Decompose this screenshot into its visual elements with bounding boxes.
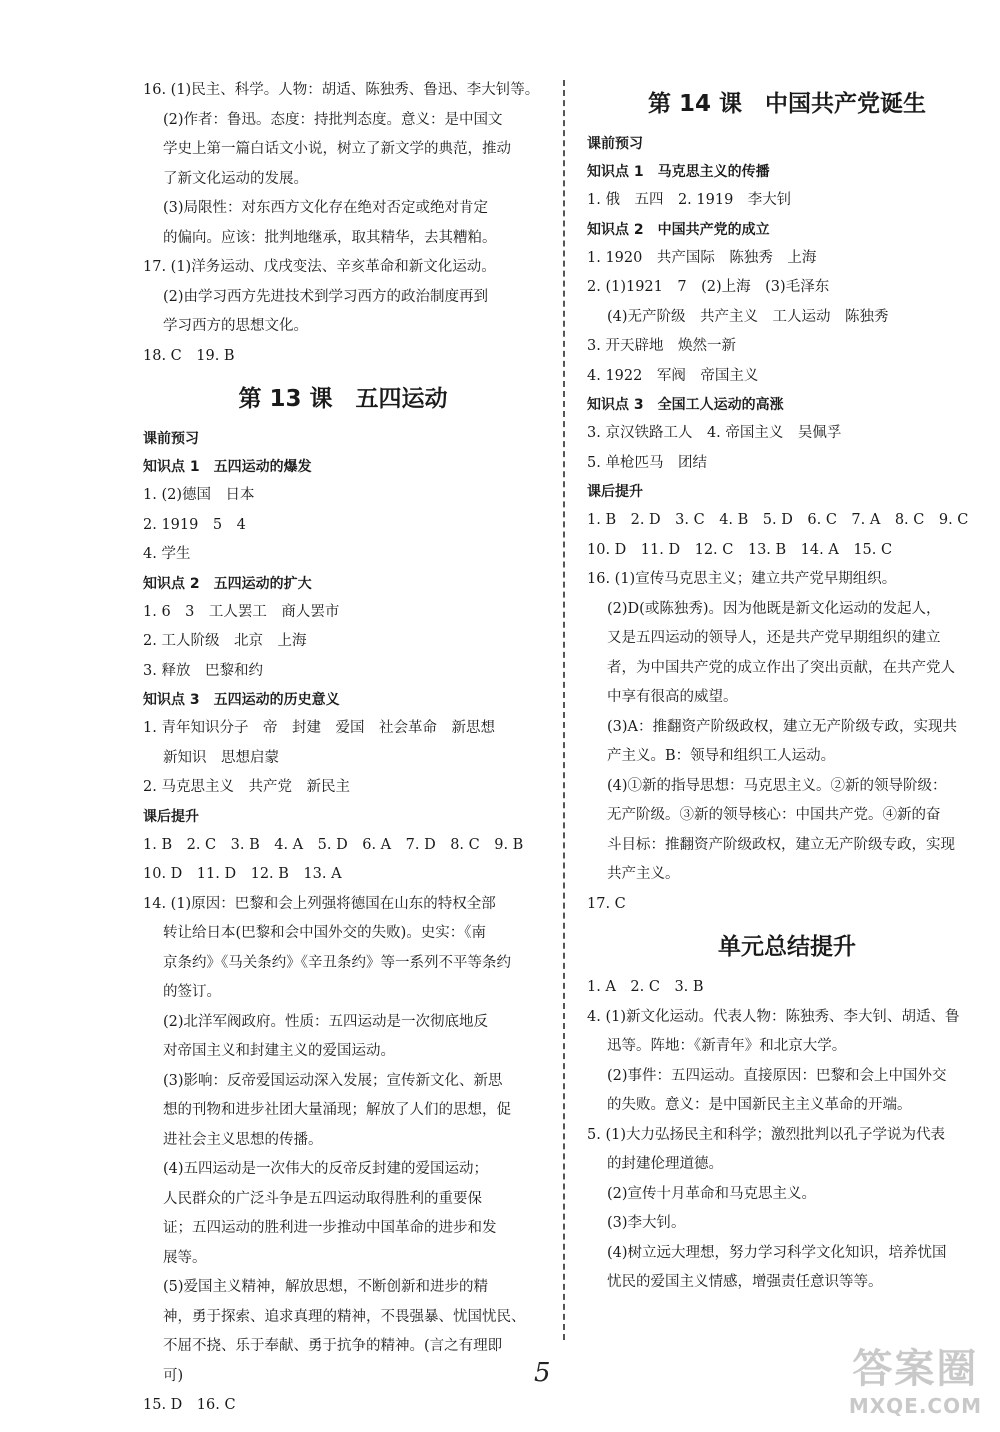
answer-line: 1. A 2. C 3. B [587,979,704,995]
answer-line: 展等。 [163,1249,207,1266]
lesson-title: 第 13 课 五四运动 [238,386,448,412]
answer-line: (3)A：推翻资产阶级政权，建立无产阶级专政，实现共 [607,718,958,735]
lesson-title: 第 14 课 中国共产党诞生 [647,91,927,117]
answer-line: 共产主义。 [607,866,680,882]
left-column [143,76,543,1421]
answer-line: (2)作者：鲁迅。态度：持批判态度。意义：是中国文 [163,111,503,128]
answer-line: 中享有很高的威望。 [607,689,738,705]
answer-line: 4. 学生 [143,546,191,562]
answer-line: 京条约》《马关条约》《辛丑条约》等一系列不平等条约 [163,954,511,971]
answer-line: 5. 单枪匹马 团结 [587,454,707,471]
knowledge-point-heading: 知识点 1 马克思主义的传播 [587,164,770,180]
answer-line: (2)事件：五四运动。直接原因：巴黎和会上中国外交 [607,1067,947,1084]
knowledge-point-heading: 知识点 2 中国共产党的成立 [587,221,770,238]
answer-line: 1. 青年知识分子 帝 封建 爱国 社会革命 新思想 [143,720,495,736]
answer-line: 2. (1)1921 7 (2)上海 (3)毛泽东 [587,279,830,295]
answer-line: 无产阶级。③新的领导核心：中国共产党。④新的奋 [607,807,941,823]
answer-line: 新知识 思想启蒙 [163,749,279,766]
section-heading: 课前预习 [587,136,643,152]
answer-line: 1. 俄 五四 2. 1919 李大钊 [587,192,792,208]
answer-line: 3. 京汉铁路工人 4. 帝国主义 吴佩孚 [587,425,842,441]
answer-line: 2. 1919 5 4 [143,516,246,533]
answer-line: 的封建伦理道德。 [607,1156,723,1172]
answer-line: 10. D 11. D 12. B 13. A [143,866,342,882]
answer-line: (4)无产阶级 共产主义 工人运动 陈独秀 [607,308,889,325]
section-heading: 课后提升 [587,484,643,500]
knowledge-point-heading: 知识点 3 五四运动的历史意义 [143,692,340,708]
answer-line: (3)影响：反帝爱国运动深入发展；宣传新文化、新思 [163,1072,503,1089]
answer-line: 1. B 2. D 3. C 4. B 5. D 6. C 7. A 8. C 9. C [587,512,969,528]
answer-line: (3)李大钊。 [607,1215,686,1231]
answer-line: 16. (1)宣传马克思主义；建立共产党早期组织。 [587,571,897,587]
answer-line: 神，勇于探索、追求真理的精神，不畏强暴、忧国忧民、 [163,1308,526,1325]
answer-line: (4)①新的指导思想：马克思主义。②新的领导阶级： [607,777,947,794]
answer-line: 想的刊物和进步社团大量涌现；解放了人们的思想，促 [163,1102,511,1118]
answer-line: 学史上第一篇白话文小说，树立了新文学的典范，推动 [163,141,511,157]
answer-line: 2. 马克思主义 共产党 新民主 [143,779,350,795]
section-heading: 课后提升 [143,808,199,825]
answer-line: 迅等。阵地：《新青年》和北京大学。 [607,1038,847,1054]
knowledge-point-heading: 知识点 3 全国工人运动的高涨 [587,397,784,413]
answer-line: (2)D(或陈独秀)。因为他既是新文化运动的发起人， [607,600,941,617]
column-divider [563,80,565,1340]
answer-line: 2. 工人阶级 北京 上海 [143,633,307,649]
answer-line: 14. (1)原因：巴黎和会上列强将德国在山东的特权全部 [143,895,496,912]
answer-line: 忧民的爱国主义情感，增强责任意识等等。 [607,1274,883,1290]
answer-line: 10. D 11. D 12. C 13. B 14. A 15. C [587,541,893,558]
watermark-logo [849,1337,982,1418]
answer-line: 者，为中国共产党的成立作出了突出贡献，在共产党人 [607,659,955,676]
answer-line: 产主义。B：领导和组织工人运动。 [607,748,836,764]
answer-line: 17. (1)洋务运动、戊戌变法、辛亥革命和新文化运动。 [143,259,496,275]
answer-line: 5. (1)大力弘扬民主和科学；激烈批判以孔子学说为代表 [587,1126,945,1143]
answer-line: (4)树立远大理想，努力学习科学文化知识，培养忧国 [607,1244,947,1261]
right-column [587,76,987,1298]
answer-line: 16. (1)民主、科学。人物：胡适、陈独秀、鲁迅、李大钊等。 [143,82,540,98]
answer-line: 的失败。意义：是中国新民主主义革命的开端。 [607,1097,912,1113]
answer-line: 人民群众的广泛斗争是五四运动取得胜利的重要保 [163,1190,482,1207]
answer-line: 了新文化运动的发展。 [163,170,308,187]
answer-line: 1. 1920 共产国际 陈独秀 上海 [587,249,817,266]
watermark-text: 答案圈 [852,1346,979,1392]
lesson-title: 单元总结提升 [718,934,856,960]
answer-line: 4. 1922 军阀 帝国主义 [587,367,759,384]
answer-line: (2)北洋军阀政府。性质：五四运动是一次彻底地反 [163,1013,489,1030]
answer-line: 15. D 16. C [143,1397,236,1413]
answer-line: 可) [163,1367,184,1384]
answer-line: 1. (2)德国 日本 [143,487,255,503]
knowledge-point-heading: 知识点 2 五四运动的扩大 [143,575,312,592]
section-heading: 课前预习 [143,431,199,447]
answer-line: (5)爱国主义精神，解放思想，不断创新和进步的精 [163,1279,489,1295]
answer-line: 进社会主义思想的传播。 [163,1131,323,1148]
page-number: 5 [534,1358,551,1388]
answer-line: 3. 开天辟地 焕然一新 [587,338,736,354]
answer-line: 学习西方的思想文化。 [163,318,308,334]
answer-line: (2)由学习西方先进技术到学习西方的政治制度再到 [163,288,489,305]
answer-line: 斗目标：推翻资产阶级政权，建立无产阶级专政，实现 [607,836,955,853]
answer-line: 1. 6 3 工人罢工 商人罢市 [143,603,340,620]
answer-line: (3)局限性：对东西方文化存在绝对否定或绝对肯定 [163,200,489,216]
answer-line: 17. C [587,895,626,912]
answer-line: 1. B 2. C 3. B 4. A 5. D 6. A 7. D 8. C 9. B [143,836,524,853]
answer-line: 的偏向。应该：批判地继承，取其精华，去其糟粕。 [163,229,497,246]
answer-line: 3. 释放 巴黎和约 [143,662,263,679]
answer-line: 对帝国主义和封建主义的爱国运动。 [163,1043,395,1059]
answer-line: 4. (1)新文化运动。代表人物：陈独秀、李大钊、胡适、鲁 [587,1008,960,1025]
answer-line: 18. C 19. B [143,347,235,364]
answer-line: (4)五四运动是一次伟大的反帝反封建的爱国运动； [163,1161,489,1177]
answer-line: 又是五四运动的领导人，还是共产党早期组织的建立 [607,630,941,646]
answer-line: 转让给日本(巴黎和会中国外交的失败)。史实：《南 [163,925,487,941]
watermark-url: MXQE.COM [848,1394,982,1418]
answer-line: 的签订。 [163,984,221,1000]
answer-line: (2)宣传十月革命和马克思主义。 [607,1185,817,1202]
answer-line: 不屈不挠、乐于奉献、勇于抗争的精神。(言之有理即 [163,1338,503,1354]
answer-line: 证；五四运动的胜利进一步推动中国革命的进步和发 [163,1220,497,1236]
knowledge-point-heading: 知识点 1 五四运动的爆发 [143,459,312,475]
